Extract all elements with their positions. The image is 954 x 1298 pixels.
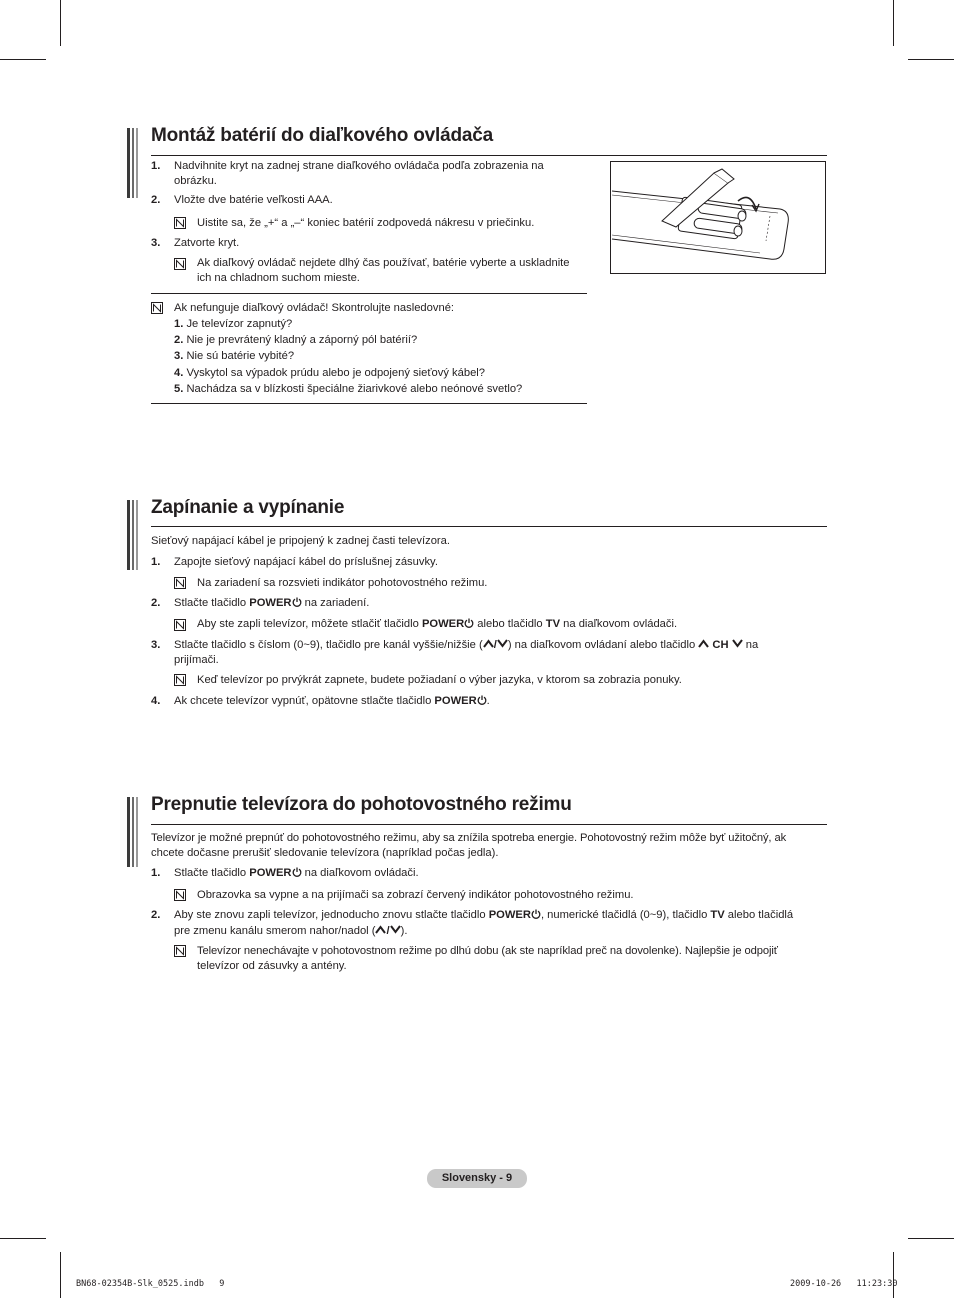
title-rule bbox=[151, 526, 827, 527]
step-text: Vložte dve batérie veľkosti AAA. bbox=[174, 194, 333, 206]
step-text: Stlačte tlačidlo POWER na diaľkovom ovládači. bbox=[174, 867, 419, 879]
note-text: Ak diaľkový ovládač nejdete dlhý čas používať, batérie vyberte a uskladnite bbox=[197, 257, 570, 269]
note-icon bbox=[174, 258, 186, 270]
step-number: 3. bbox=[151, 237, 161, 249]
step-text: obrázku. bbox=[174, 175, 217, 187]
crop-mark bbox=[0, 59, 46, 60]
section-title: Montáž batérií do diaľkového ovládača bbox=[151, 125, 493, 146]
list-item: 1. Je televízor zapnutý? bbox=[174, 318, 293, 330]
crop-mark bbox=[60, 0, 61, 46]
step-text: Aby ste znovu zapli televízor, jednoducho znovu stlačte tlačidlo POWER , numerické tlačidlá (0~9), tlačidlo TV alebo tlačidlá bbox=[174, 909, 794, 921]
list-item: 2. Nie je prevrátený kladný a záporný pól batérií? bbox=[174, 334, 418, 346]
power-icon bbox=[531, 909, 541, 919]
chevron-down-icon bbox=[497, 639, 508, 648]
note-text: ich na chladnom suchom mieste. bbox=[197, 272, 360, 284]
note-text: televízor od zásuvky a antény. bbox=[197, 960, 347, 972]
box-top-rule bbox=[151, 293, 587, 294]
chevron-up-icon bbox=[375, 925, 386, 934]
note-icon bbox=[174, 945, 186, 957]
step-number: 1. bbox=[151, 867, 161, 879]
crop-mark bbox=[908, 59, 954, 60]
step-text: Stlačte tlačidlo s číslom (0~9), tlačidlo pre kanál vyššie/nižšie ( / ) na diaľkovom ovládaní alebo tlačidlo CH na bbox=[174, 639, 759, 651]
step-number: 2. bbox=[151, 909, 161, 921]
crop-mark bbox=[60, 1252, 61, 1298]
note-icon bbox=[174, 217, 186, 229]
step-number: 3. bbox=[151, 639, 161, 651]
note-icon bbox=[174, 577, 186, 589]
intro-text: Sieťový napájací kábel je pripojený k zadnej časti televízora. bbox=[151, 535, 450, 547]
section-title: Zapínanie a vypínanie bbox=[151, 497, 345, 518]
section-marker bbox=[127, 797, 141, 867]
chevron-up-icon bbox=[483, 639, 494, 648]
step-text: Nadvihnite kryt na zadnej strane diaľkového ovládača podľa zobrazenia na bbox=[174, 160, 544, 172]
troubleshoot-intro: Ak nefunguje diaľkový ovládač! Skontrolujte nasledovné: bbox=[174, 302, 455, 314]
note-text: Aby ste zapli televízor, môžete stlačiť tlačidlo POWER alebo tlačidlo TV na diaľkovom ovládači. bbox=[197, 618, 678, 630]
chevron-up-icon bbox=[698, 639, 709, 648]
section-power-on-off bbox=[127, 497, 827, 715]
note-text: Keď televízor po prvýkrát zapnete, budete požiadaní o výber jazyka, v ktorom sa zobrazia ponuky. bbox=[197, 674, 682, 686]
remote-battery-illustration bbox=[610, 161, 826, 274]
crop-mark bbox=[908, 1238, 954, 1239]
section-marker bbox=[127, 500, 141, 570]
note-text: Uistite sa, že „+“ a „–“ koniec batérií zodpovedá nákresu v priečinku. bbox=[197, 217, 535, 229]
intro-text: chcete dočasne prerušiť sledovanie televízora (napríklad počas jedla). bbox=[151, 847, 499, 859]
step-number: 1. bbox=[151, 160, 161, 172]
step-number: 2. bbox=[151, 194, 161, 206]
note-icon bbox=[174, 674, 186, 686]
section-title: Prepnutie televízora do pohotovostného režimu bbox=[151, 794, 572, 815]
print-slug-file: BN68-02354B-Slk_0525.indb 9 bbox=[76, 1279, 225, 1289]
step-text: pre zmenu kanálu smerom nahor/nadol ( / ). bbox=[174, 925, 408, 937]
step-number: 2. bbox=[151, 597, 161, 609]
step-text: Stlačte tlačidlo POWER na zariadení. bbox=[174, 597, 370, 609]
list-item: 4. Vyskytol sa výpadok prúdu alebo je odpojený sieťový kábel? bbox=[174, 367, 486, 379]
power-icon bbox=[464, 618, 474, 628]
note-text: Televízor nenechávajte v pohotovostnom režime po dlhú dobu (ak ste napríklad preč na dovolenke). Najlepšie je odpojiť bbox=[197, 945, 778, 957]
power-icon bbox=[292, 597, 302, 607]
chevron-down-icon bbox=[390, 925, 401, 934]
list-item: 5. Nachádza sa v blízkosti špeciálne žiarivkové alebo neónové svetlo? bbox=[174, 383, 523, 395]
chevron-down-icon bbox=[732, 639, 743, 648]
print-slug-date: 2009-10-26 11:23:30 bbox=[790, 1279, 898, 1289]
list-item: 3. Nie sú batérie vybité? bbox=[174, 350, 295, 362]
title-rule bbox=[151, 155, 827, 156]
intro-text: Televízor je možné prepnúť do pohotovostného režimu, aby sa znížila spotreba energie. Pohotovostný režim môže byť užitočný, ak bbox=[151, 832, 787, 844]
step-text: Ak chcete televízor vypnúť, opätovne stlačte tlačidlo POWER . bbox=[174, 695, 490, 707]
step-number: 4. bbox=[151, 695, 161, 707]
note-text: Na zariadení sa rozsvieti indikátor pohotovostného režimu. bbox=[197, 577, 488, 589]
section-standby-mode bbox=[127, 794, 827, 982]
step-number: 1. bbox=[151, 556, 161, 568]
title-rule bbox=[151, 824, 827, 825]
crop-mark bbox=[893, 0, 894, 46]
step-text: Zatvorte kryt. bbox=[174, 237, 240, 249]
power-icon bbox=[477, 695, 487, 705]
step-text: Zapojte sieťový napájací kábel do príslušnej zásuvky. bbox=[174, 556, 438, 568]
note-icon bbox=[174, 889, 186, 901]
note-text: Obrazovka sa vypne a na prijímači sa zobrazí červený indikátor pohotovostného režimu. bbox=[197, 889, 634, 901]
note-icon bbox=[174, 619, 186, 631]
note-icon bbox=[151, 302, 163, 314]
section-marker bbox=[127, 128, 141, 198]
box-bottom-rule bbox=[151, 403, 587, 404]
step-text: prijímači. bbox=[174, 654, 219, 666]
crop-mark bbox=[0, 1238, 46, 1239]
power-icon bbox=[292, 867, 302, 877]
page-number-badge: Slovensky - 9 bbox=[427, 1169, 527, 1188]
crop-mark bbox=[893, 1252, 894, 1298]
